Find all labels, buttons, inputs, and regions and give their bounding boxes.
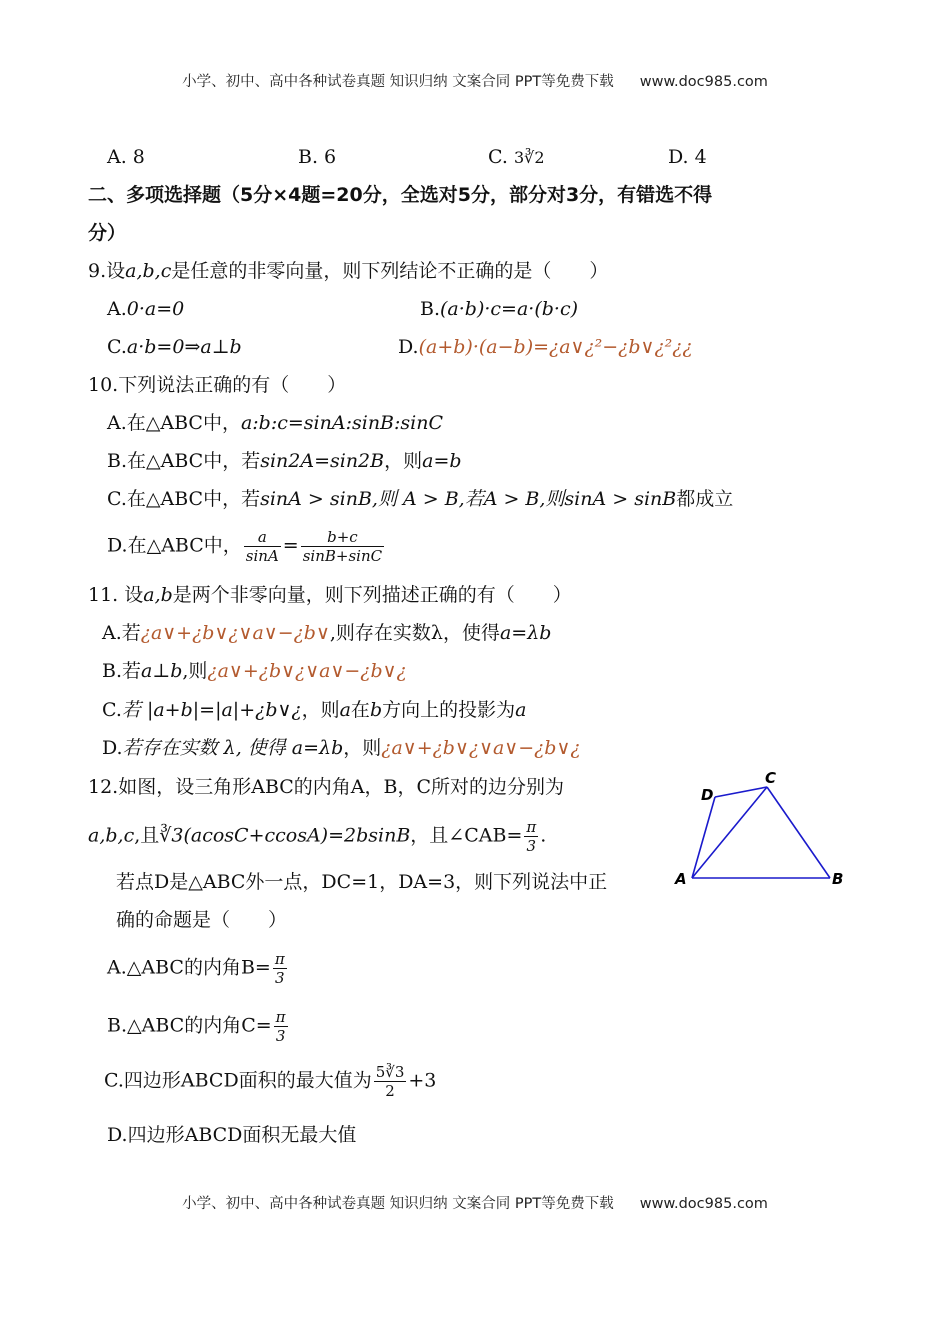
page-footer [0, 1192, 950, 1213]
q8-option-c-label: C. [488, 146, 508, 168]
q10-d-frac1 [244, 528, 281, 565]
q11-a-text: A.若 [102, 622, 141, 644]
q9-d-label: D. [398, 336, 419, 358]
q11-d-expr2: ¿a∨+¿b∨¿∨a∨−¿b∨¿ [381, 737, 581, 759]
q9-d-expr: (a+b)·(a−b)=¿a∨¿²−¿b∨¿²¿¿ [418, 336, 693, 358]
q10-d-frac2 [301, 528, 384, 565]
q10-d-num2: b+c [301, 528, 384, 547]
q10-d-text: D.在△ABC中， [107, 534, 242, 557]
q11-a-expr2: a=λb [499, 622, 552, 644]
q12-b-text: B.△ABC的内角C= [107, 1014, 272, 1037]
q11-a-post: ,则存在实数λ，使得 [329, 622, 500, 644]
q10-stem: 10.下列说法正确的有（ ） [88, 374, 347, 396]
q12-a-text: A.△ABC的内角B= [107, 956, 271, 979]
q8-option-b: B. 6 [298, 146, 337, 168]
q12-stem-line2 [88, 818, 546, 855]
header-site: www.doc985.com [639, 74, 768, 90]
q11-b-text: B.若 [102, 660, 142, 682]
q10-d-den2: sinB+sinC [302, 547, 383, 565]
q10-c-expr: sinA > sinB,则 A > B,若A > B,则sinA > sinB [260, 488, 677, 510]
q11-stem-pre: 11. 设 [88, 584, 144, 606]
q10-c-text: C.在△ABC中，若 [107, 488, 261, 510]
q12-line2-end: . [540, 824, 547, 847]
q10-option-b [107, 452, 462, 471]
q12-line2-frac [524, 818, 538, 855]
q11-stem-post: 是两个非零向量，则下列描述正确的有（ ） [172, 584, 572, 606]
q12-option-b [107, 1008, 290, 1045]
q9-option-b [420, 300, 578, 319]
q12-a-num: π [274, 950, 285, 968]
q11-c-v2: b [369, 699, 383, 721]
q9-option-c [107, 338, 242, 357]
q12-option-c [104, 1063, 436, 1100]
q9-b-expr: (a·b)·c=a·(b·c) [440, 298, 579, 320]
edge-ad [692, 797, 715, 878]
label-a: A [675, 870, 687, 888]
page-header [0, 70, 950, 91]
q9-b-label: B. [420, 298, 441, 320]
footer-site: www.doc985.com [639, 1196, 768, 1212]
q12-c-frac [374, 1063, 407, 1100]
q11-b-expr2: ¿a∨+¿b∨¿∨a∨−¿b∨¿ [207, 660, 407, 682]
q12-stem-line1: 12.如图，设三角形ABC的内角A，B，C所对的边分别为 [88, 776, 565, 798]
q10-d-num1: a [244, 528, 281, 547]
q9-stem [88, 262, 608, 281]
q12-c-end: +3 [408, 1069, 437, 1092]
q10-option-c [107, 490, 733, 509]
q12-line2-mid2: ，且∠CAB= [410, 824, 523, 847]
section-2-title-line2: 分） [88, 222, 127, 244]
q12-stem-line4: 确的命题是（ ） [116, 909, 288, 931]
q11-c-text: C. [102, 699, 122, 721]
q9-c-label: C. [107, 336, 127, 358]
q10-b-expr: sin2A=sin2B [260, 450, 385, 472]
q10-b-text: B.在△ABC中，若 [107, 450, 261, 472]
label-c: C [765, 770, 777, 787]
q11-stem-vars: a,b [143, 584, 173, 606]
q12-b-frac [274, 1008, 288, 1045]
q12-c-text: C.四边形ABCD面积的最大值为 [104, 1069, 372, 1092]
q12-b-den: 3 [275, 1027, 286, 1045]
label-b: B [832, 870, 844, 888]
q12-c-den: 2 [385, 1082, 395, 1100]
q10-b-mid: ，则 [384, 450, 423, 472]
q12-stem-line3: 若点D是△ABC外一点，DC=1，DA=3，则下列说法中正 [116, 871, 608, 893]
q9-option-a [107, 300, 184, 319]
quadrilateral-figure [668, 770, 858, 895]
edge-bc [767, 787, 830, 878]
q12-c-num: 5∛3 [375, 1063, 405, 1081]
q11-stem [88, 586, 572, 605]
q11-d-mid: ，则 [343, 737, 382, 759]
q11-c-v1: a [339, 699, 351, 721]
q9-a-expr: 0·a=0 [126, 298, 185, 320]
q11-c-mid2: 在 [350, 699, 370, 721]
q11-d-text: D. [102, 737, 123, 759]
footer-text: 小学、初中、高中各种试卷真题 知识归纳 文案合同 PPT等免费下载 [182, 1196, 614, 1212]
q8-option-c-value: 3∛2 [513, 148, 545, 167]
q10-a-text: A.在△ABC中， [107, 412, 241, 434]
q8-option-a: A. 8 [107, 146, 145, 168]
q12-option-d: D.四边形ABCD面积无最大值 [107, 1124, 357, 1146]
q11-c-v3: a [515, 699, 527, 721]
q11-d-expr: 若存在实数 λ, 使得 a=λb [122, 737, 344, 759]
q12-line2-expr: ∛3(acosC+ccosA)=2bsinB [159, 824, 411, 847]
header-text: 小学、初中、高中各种试卷真题 知识归纳 文案合同 PPT等免费下载 [182, 74, 614, 90]
q8-option-c [488, 148, 545, 167]
q10-option-a [107, 414, 443, 433]
q10-b-expr2: a=b [422, 450, 462, 472]
q12-line2-vars: a,b,c [88, 824, 135, 847]
q12-line2-mid: ,且 [134, 824, 160, 847]
q10-d-den1: sinA [245, 547, 279, 565]
q9-stem-pre: 9.设 [88, 260, 126, 282]
q11-a-expr: ¿a∨+¿b∨¿∨a∨−¿b∨ [140, 622, 330, 644]
q11-c-mid: ，则 [301, 699, 340, 721]
q11-c-expr: 若 |a+b|=|a|+¿b∨¿ [121, 699, 302, 721]
q9-a-label: A. [107, 298, 127, 320]
q11-option-b [102, 662, 407, 681]
label-d: D [701, 786, 714, 804]
q9-c-expr: a·b=0⇒a⊥b [126, 336, 242, 358]
q11-b-expr: a⊥b [141, 660, 183, 682]
q8-option-d: D. 4 [668, 146, 707, 168]
q11-b-mid: ,则 [182, 660, 208, 682]
q12-line2-den: 3 [526, 837, 537, 855]
q12-a-frac [273, 950, 287, 987]
q10-c-end: 都成立 [676, 488, 734, 510]
q12-option-a [107, 950, 289, 987]
q12-b-num: π [275, 1008, 286, 1026]
q12-a-den: 3 [275, 969, 285, 987]
q11-option-a [102, 624, 551, 643]
q11-option-c [102, 701, 526, 720]
q11-c-mid3: 方向上的投影为 [382, 699, 516, 721]
q9-stem-post: 是任意的非零向量，则下列结论不正确的是（ ） [171, 260, 609, 282]
section-2-title-line1: 二、多项选择题（5分×4题=20分，全选对5分，部分对3分，有错选不得 [88, 184, 713, 206]
q9-option-d [398, 338, 693, 357]
q9-stem-vars: a,b,c [125, 260, 172, 282]
q10-a-expr: a:b:c=sinA:sinB:sinC [240, 412, 444, 434]
q12-line2-num: π [526, 818, 537, 836]
q10-option-d: D.在△ABC中， $\frac{a}{\sin A}$ = $\frac{b+c}{\sin B+\sin C}$ [107, 528, 383, 565]
q11-option-d [102, 739, 581, 758]
